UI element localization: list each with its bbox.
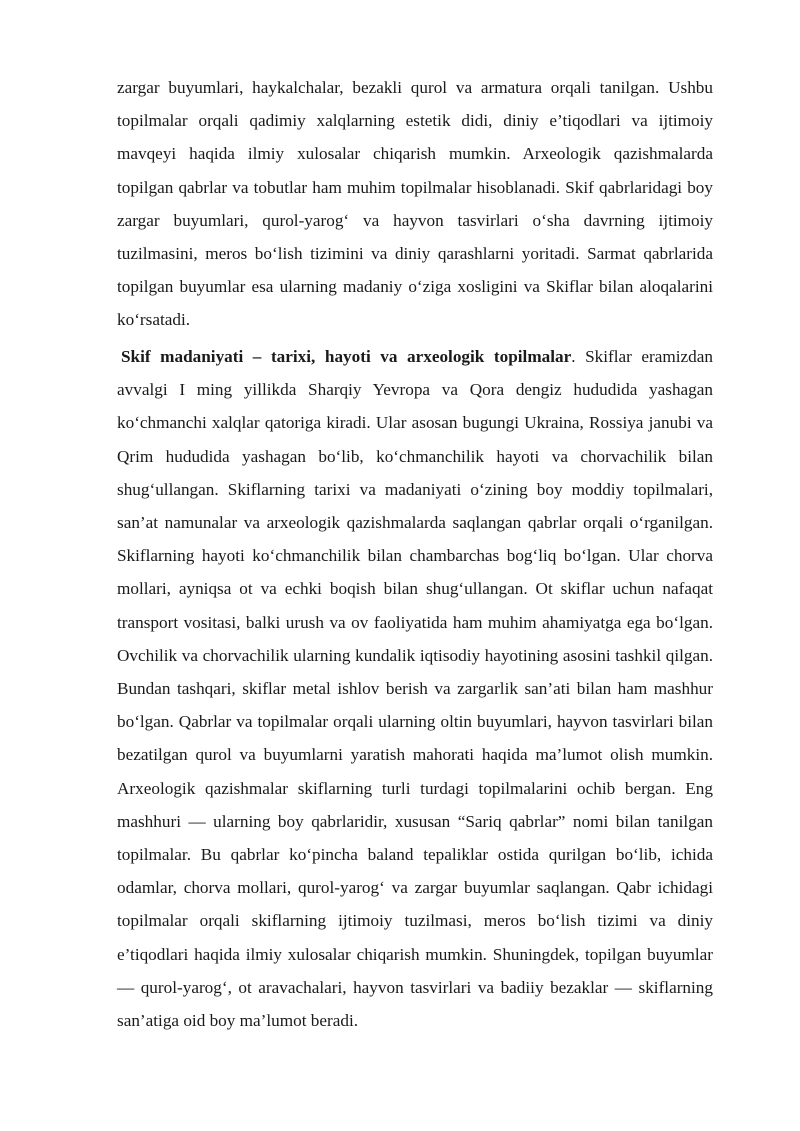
section-text: . Skiflar eramizdan avvalgi I ming yillikda Sharqiy Yevropa va Qora dengiz hududida yashagan ko‘chmanchi xalqlar qatoriga kiradi. Ular asosan bugungi Ukraina, Rossiya janubi va Qrim hududida yashagan bo‘lib, ko‘chmanchilik hayoti va chorvachilik bilan shug‘ullangan. Skiflarning tarixi va madaniyati o‘zining boy moddiy topilmalari, san’at namunalar va arxeologik qazishmalarda saqlangan qabrlar orqali o‘rganilgan. Skiflarning hayoti ko‘chmanchilik bilan chambarchas bog‘liq bo‘lgan. Ular chorva mollari, ayniqsa ot va echki boqish bilan shug‘ullangan. Ot skiflar uchun nafaqat transport vositasi, balki urush va ov faoliyatida ham muhim ahamiyatga ega bo‘lgan. Ovchilik va chorvachilik ularning kundalik iqtisodiy hayotining asosini tashkil qilgan. Bundan tashqari, skiflar metal ishlov berish va zargarlik san’ati bilan ham mashhur bo‘lgan. Qabrlar va topilmalar orqali ularning oltin buyumlari, hayvon tasvirlari bilan bezatilgan qurol va buyumlarni yaratish mahorati haqida ma’lumot olish mumkin. Arxeologik qazishmalar skiflarning turli turdagi topilmalarini ochib bergan. Eng mashhuri — ularning boy qabrlaridir, xususan “Sariq qabrlar” nomi bilan tanilgan topilmalar. Bu qabrlar ko‘pincha baland tepaliklar ostida qurilgan bo‘lib, ichida odamlar, chorva mollari, qurol-yarog‘ va zargar buyumlar saqlangan. Qabr ichidagi topilmalar orqali skiflarning ijtimoiy tuzilmasi, meros bo‘lish tizimi va diniy e’tiqodlari haqida ilmiy xulosalar chiqarish mumkin. Shuningdek, topilgan buyumlar — qurol-yarog‘, ot aravachalari, hayvon tasvirlari va badiiy bezaklar — skiflarning san’atiga oid boy ma’lumot beradi. — [117, 347, 713, 1031]
body-paragraph — [117, 71, 713, 337]
section-paragraph — [117, 340, 713, 1037]
section-heading: Skif madaniyati – tarixi, hayoti va arxeologik topilmalar — [121, 347, 572, 366]
section-paragraph-body — [117, 340, 713, 1037]
paragraph-text: zargar buyumlari, haykalchalar, bezakli qurol va armatura orqali tanilgan. Ushbu topilmalar orqali qadimiy xalqlarning estetik didi, diniy e’tiqodlari va ijtimoiy mavqeyi haqida ilmiy xulosalar chiqarish mumkin. Arxeologik qazishmalarda topilgan qabrlar va tobutlar ham muhim topilmalar hisoblanadi. Skif qabrlaridagi boy zargar buyumlari, qurol-yarog‘ va hayvon tasvirlari o‘sha davrning ijtimoiy tuzilmasini, meros bo‘lish tizimini va diniy qarashlarni yoritadi. Sarmat qabrlarida topilgan buyumlar esa ularning madaniy o‘ziga xosligini va Skiflar bilan aloqalarini ko‘rsatadi. — [117, 78, 713, 330]
